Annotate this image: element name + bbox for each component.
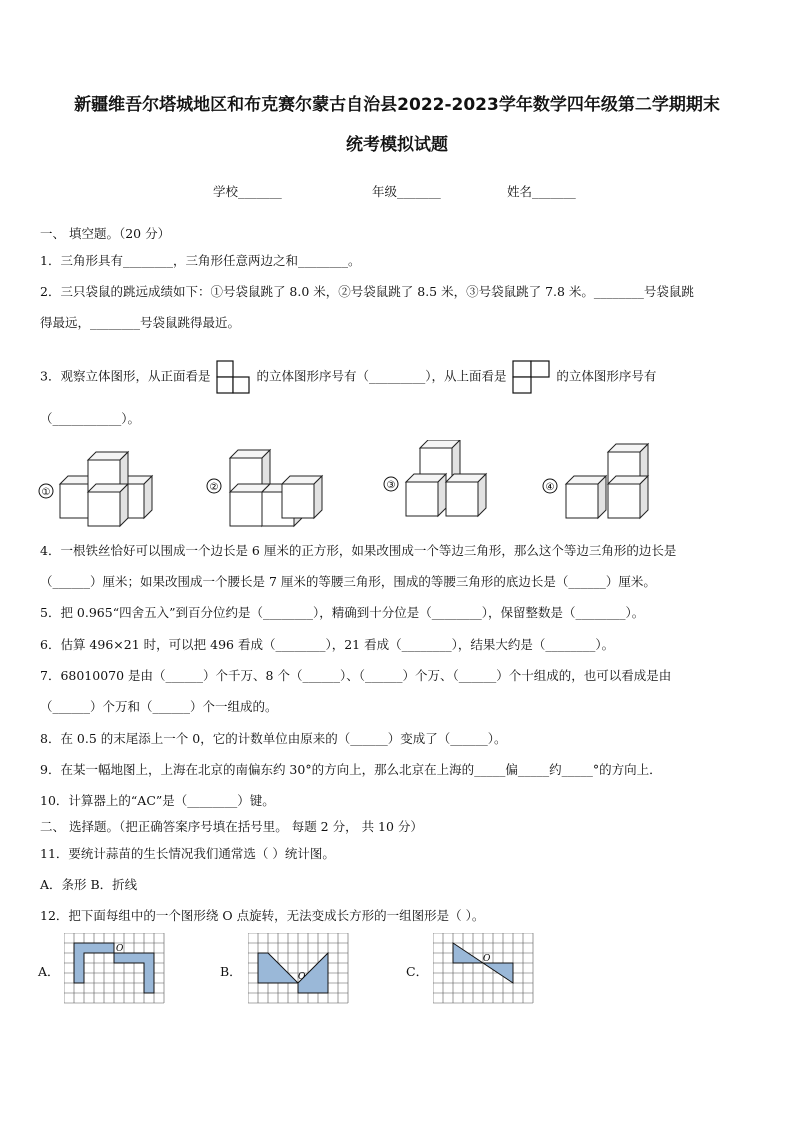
question-6: 6．估算 496×21 时，可以把 496 看成（________），21 看成（________），结果大约是（________）。: [40, 637, 615, 652]
question-2-line2: 得最远，________号袋鼠跳得最近。: [40, 315, 241, 330]
question-9: 9．在某一幅地图上，上海在北京的南偏东约 30°的方向上，那么北京在上海的_____偏_____约_____°的方向上．: [40, 762, 662, 777]
q3-text-mid: 的立体图形序号有（_________），从上面看是: [256, 368, 507, 384]
question-11: 11．要统计蒜苗的生长情况我们通常选（ ）统计图。: [40, 846, 335, 861]
cube: [446, 474, 486, 516]
point-o-label: O: [116, 944, 124, 954]
question-4-line1: 4．一根铁丝恰好可以围成一个边长是 6 厘米的正方形，如果改围成一个等边三角形，那么这个等边三角形的边长是: [40, 543, 677, 558]
section2-heading: 二、 选择题。（把正确答案序号填在括号里。 每题 2 分， 共 10 分）: [40, 819, 423, 834]
cube: [406, 474, 446, 516]
question-11-options: A．条形 B．折线: [40, 877, 138, 892]
cube: [566, 476, 606, 518]
question-4-line2: （______）厘米；如果改围成一个腰长是 7 厘米的等腰三角形，围成的等腰三角形的底边长是（______）厘米。: [40, 574, 656, 589]
section1-heading: 一、 填空题。（20 分）: [40, 226, 171, 241]
question-10: 10．计算器上的“AC”是（________）键。: [40, 793, 275, 808]
cube-figures: [36, 440, 776, 530]
point-o-label: O: [298, 972, 306, 982]
option-a-label[interactable]: A．: [38, 964, 60, 979]
point-o-label: O: [483, 954, 491, 964]
option-c-grid[interactable]: [433, 933, 535, 1005]
top-view-icon: [512, 360, 550, 394]
question-7-line1: 7．68010070 是由（______）个千万、8 个（______）、（______）个万、（______）个十组成的，也可以看成是由: [40, 668, 672, 683]
option-a-grid[interactable]: [64, 933, 166, 1005]
option-b-grid[interactable]: [248, 933, 350, 1005]
page-subtitle: 统考模拟试题: [346, 135, 448, 155]
figure-3-number: ③: [386, 480, 396, 491]
page-title: 新疆维吾尔塔城地区和布克赛尔蒙古自治县2022-2023学年数学四年级第二学期期末: [74, 95, 720, 115]
question-7-line2: （______）个万和（______）个一组成的。: [40, 699, 278, 714]
grid-lines: [433, 933, 533, 1003]
option-b-label[interactable]: B．: [220, 964, 242, 979]
figure-1-number: ①: [41, 487, 51, 498]
q3-text-pre: 3．观察立体图形，从正面看是: [40, 368, 211, 384]
question-1: 1．三角形具有________，三角形任意两边之和________。: [40, 253, 361, 268]
cube: [282, 476, 322, 518]
figure-2-number: ②: [209, 482, 219, 493]
question-3-line2: （___________）。: [40, 411, 141, 426]
question-8: 8．在 0.5 的末尾添上一个 0，它的计数单位由原来的（______）变成了（______）。: [40, 731, 507, 746]
figure-4-number: ④: [545, 482, 555, 493]
name-field[interactable]: 姓名_______: [507, 184, 576, 199]
cube: [608, 476, 648, 518]
q3-text-post: 的立体图形序号有: [556, 368, 657, 384]
grade-field[interactable]: 年级_______: [372, 184, 441, 199]
question-3-line1: [40, 360, 656, 394]
front-view-icon: [216, 360, 250, 394]
question-2-line1: 2．三只袋鼠的跳远成绩如下：①号袋鼠跳了 8.0 米，②号袋鼠跳了 8.5 米，③号袋鼠跳了 7.8 米。________号袋鼠跳: [40, 284, 694, 299]
school-field[interactable]: 学校_______: [213, 184, 282, 199]
cube: [88, 484, 128, 526]
question-5: 5．把 0.965“四舍五入”到百分位约是（________），精确到十分位是（________），保留整数是（________）。: [40, 605, 645, 620]
question-12: 12．把下面每组中的一个图形绕 O 点旋转，无法变成长方形的一组图形是（ ）。: [40, 908, 485, 923]
option-c-label[interactable]: C．: [406, 964, 429, 979]
